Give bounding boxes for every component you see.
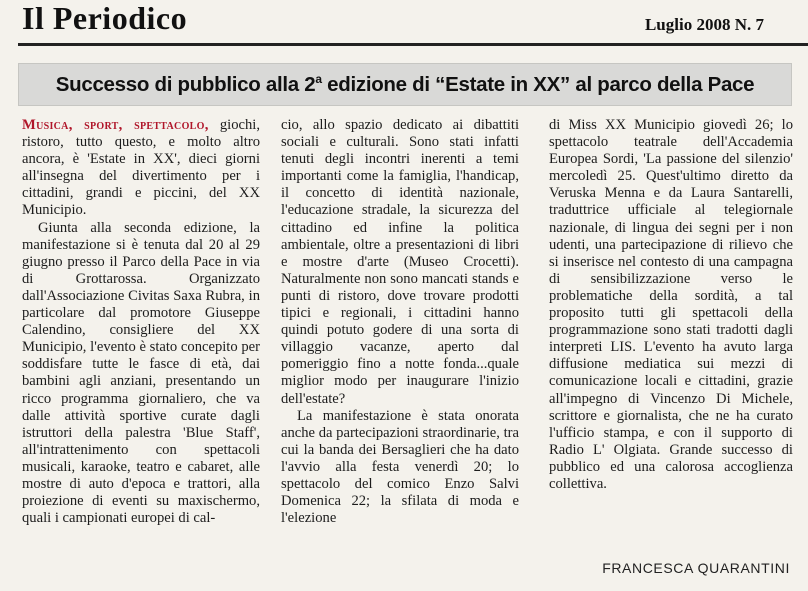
headline-part-2: edizione di “Estate in XX” al parco della Pace: [321, 72, 755, 96]
paragraph: cio, allo spazio dedicato ai dibattiti sociali e culturali. Sono stati infatti tenuti degli incontri inerenti a temi importanti come la famiglia, l'handicap, il concetto di identità nazionale, l'educazione stradale, la sicurezza del cittadino ed infine la politica ambientale, oltre a presentazioni di libri e mostre d'arte (Museo Crocetti). Naturalmente non sono mancati stands e punti di ristoro, dove trovare prodotti tipici e regionali, i cittadini hanno quindi potuto godere di una sorta di villaggio vacanze, aperto dal pomeriggio fino a notte fonda...quale miglior modo per inaugurare l'inizio dell'estate?: [281, 117, 519, 407]
paragraph: Giunta alla seconda edizione, la manifestazione si è tenuta dal 20 al 29 giugno presso il Parco della Pace in via di Grottarossa. Organizzato dall'Associazione Civitas Saxa Rubra, in particolare dal promotore Giuseppe Calendino, consigliere del XX Municipio, l'evento è stato concepito per soddisfare tutte le fasce di età, dai bambini agli anziani, presentando un ricco programma giornaliero, che va dalle attività sportive curate dagli istruttori della palestra 'Blue Staff', all'intrattenimento con spettacoli musicali, karaoke, teatro e cabaret, alle mostre di auto d'epoca e trattori, alla proiezione di eventi su maxischermo, quali i campionati europei di cal-: [22, 219, 260, 527]
masthead-rule: [18, 43, 808, 46]
article-column-1: [22, 117, 260, 527]
newspaper-name: Il Periodico: [22, 0, 188, 36]
issue-date: Luglio 2008 N. 7: [644, 15, 764, 34]
byline: FRANCESCA QUARANTINI: [602, 560, 790, 576]
paragraph-text: giochi, ristoro, tutto questo, e molto altro ancora, è 'Estate in XX', dieci giorni all'insegna del divertimento per i cittadini, grandi e piccini, del XX Municipio.: [22, 117, 260, 219]
headline: [19, 72, 791, 97]
kicker: Musica, sport, spettacolo,: [22, 117, 209, 133]
article-column-2: [281, 117, 519, 527]
headline-box: [18, 63, 792, 106]
paragraph: di Miss XX Municipio giovedì 26; lo spettacolo teatrale dell'Accademia Europea Sordi, 'La passione del silenzio' mercoledì 25. Quest'ultimo diretto da Veruska Menna e da Laura Santarelli, traduttrice ufficiale al telegiornale nazionale, di lingua dei segni per i non udenti, una partecipazione di rilievo che si inserisce nel contesto di una campagna di sensibilizzazione verso le problematiche della sordità, a tal proposito tutti gli spettacoli della programmazione sono stati tradotti dagli interpreti LIS. L'evento ha avuto larga diffusione mediatica sui mezzi di comunicazione locali e cittadini, grazie all'impegno di Vincenzo Di Michele, scrittore e giornalista, che ne ha curato l'ufficio stampa, e con il supporto di Radio L' Olgiata. Grande successo di pubblico ed una calorosa accoglienza collettiva.: [549, 117, 793, 492]
paragraph: La manifestazione è stata onorata anche da partecipazioni straordinarie, tra cui la banda dei Bersaglieri che ha dato l'avvio alla festa venerdì 20; lo spettacolo del comico Enzo Salvi Domenica 22; la sfilata di moda e l'elezione: [281, 407, 519, 527]
article-column-3: [549, 117, 793, 493]
headline-part-1: Successo di pubblico alla 2: [55, 72, 316, 96]
headline-ordinal: a: [315, 72, 322, 86]
masthead: [0, 0, 808, 44]
paragraph: [22, 117, 260, 220]
